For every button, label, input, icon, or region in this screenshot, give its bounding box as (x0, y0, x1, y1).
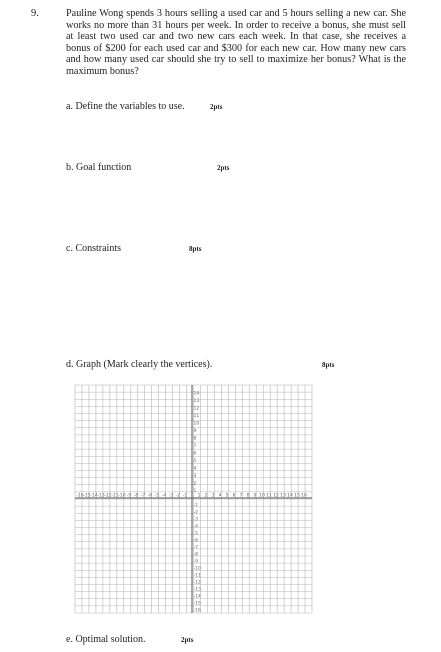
x-tick-label: 7 (239, 493, 243, 499)
y-tick-label: -5 (193, 531, 198, 537)
y-tick-label: -7 (193, 545, 198, 551)
part-b-label: b. Goal function (66, 162, 132, 173)
y-tick-label: -4 (193, 524, 198, 530)
y-tick-label: 7 (193, 444, 197, 449)
x-tick-label: -6 (147, 493, 153, 499)
x-tick-label: -4 (161, 493, 167, 499)
x-tick-label: 5 (225, 493, 229, 499)
part-a-points: 2pts (210, 103, 223, 111)
part-d-label: d. Graph (Mark clearly the vertices). (66, 359, 213, 370)
y-tick-label: -9 (193, 559, 198, 565)
y-tick-label: 6 (193, 451, 197, 457)
part-d-points: 8pts (322, 361, 335, 369)
x-tick-label: -3 (168, 493, 174, 499)
y-tick-label: -8 (193, 552, 198, 558)
part-b-points: 2pts (217, 164, 230, 172)
y-tick-label: 2 (193, 481, 197, 487)
y-tick-label: -14 (193, 594, 201, 600)
y-tick-label: 5 (193, 459, 197, 464)
x-tick-label: -14 (90, 493, 98, 499)
x-tick-label: -2 (175, 493, 181, 499)
y-tick-label: -13 (193, 587, 201, 593)
x-tick-label: 2 (204, 493, 208, 499)
y-tick-label: 11 (193, 414, 200, 419)
x-tick-label: -1 (182, 493, 188, 499)
x-tick-label: -5 (154, 493, 160, 499)
x-tick-label: -9 (126, 493, 132, 499)
y-tick-label: -16 (193, 608, 201, 614)
x-tick-label: 9 (253, 493, 257, 499)
y-tick-label: 3 (193, 474, 197, 479)
y-tick-label: -12 (193, 580, 201, 586)
x-tick-label: -8 (133, 493, 139, 499)
x-tick-label: 4 (218, 493, 222, 499)
question-text: Pauline Wong spends 3 hours selling a used car and 5 hours selling a new car. She works no more than 31 hours per week. In order to receive a bonus, she must sell at least two used car and two new cars each week. In that case, she receives a bonus of $200 for each used car and $300 for each new car. How many new cars and how many used car should she try to sell to maximize her bonus? What is the maximum bonus? (66, 8, 406, 77)
x-tick-label: -11 (111, 493, 119, 499)
part-a-label: a. Define the variables to use. (66, 101, 185, 112)
x-tick-label: 11 (266, 493, 272, 499)
y-tick-label: -3 (193, 517, 198, 523)
x-tick-label: 14 (287, 493, 293, 499)
y-tick-label: -11 (193, 573, 201, 579)
x-tick-label: 15 (294, 493, 300, 499)
y-tick-label: 8 (193, 436, 197, 442)
y-tick-label: -2 (193, 510, 198, 516)
part-c-label: c. Constraints (66, 243, 121, 254)
part-e-label: e. Optimal solution. (66, 634, 146, 645)
x-tick-label: 13 (280, 493, 286, 499)
y-tick-label: 14 (193, 391, 200, 397)
y-tick-label: -10 (193, 566, 201, 572)
x-tick-label: 3 (211, 493, 215, 499)
y-tick-label: 1 (193, 489, 197, 494)
x-tick-label: -15 (83, 493, 91, 499)
x-tick-label: -10 (118, 493, 126, 499)
y-tick-label: -1 (193, 503, 198, 509)
x-tick-label: 12 (273, 493, 279, 499)
y-tick-label: -15 (193, 601, 201, 607)
x-tick-label: 16 (301, 493, 307, 499)
y-tick-label: 12 (193, 406, 200, 412)
y-tick-label: 4 (193, 466, 197, 472)
part-e-points: 2pts (181, 636, 194, 644)
y-tick-label: 10 (193, 421, 200, 427)
x-tick-label: -13 (97, 493, 105, 499)
y-tick-label: 9 (193, 429, 197, 434)
x-tick-label: -7 (140, 493, 146, 499)
x-tick-label: 10 (259, 493, 265, 499)
x-tick-label: 1 (197, 493, 201, 499)
part-c-points: 8pts (189, 245, 202, 253)
x-tick-label: -16 (76, 493, 84, 499)
x-tick-label: 8 (246, 493, 250, 499)
x-tick-label: 6 (232, 493, 236, 499)
y-tick-label: -6 (193, 538, 198, 544)
x-tick-label: -12 (104, 493, 112, 499)
question-number: 9. (31, 8, 39, 19)
y-tick-label: 13 (193, 399, 200, 404)
